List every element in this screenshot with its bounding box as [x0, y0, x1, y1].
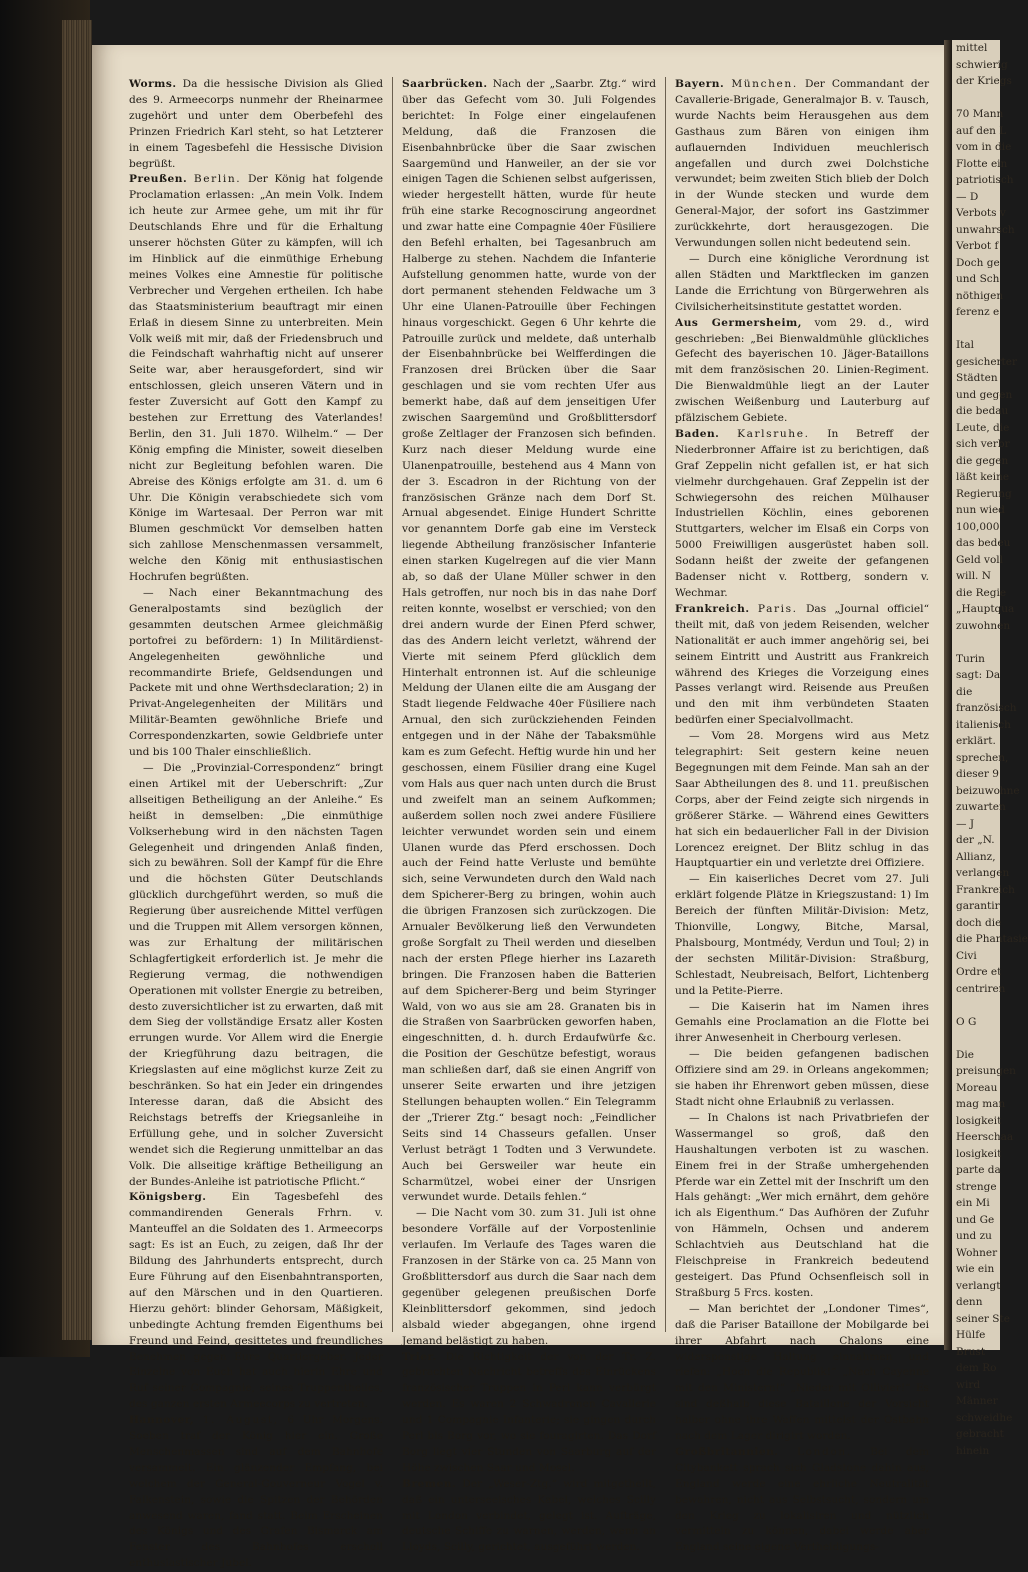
adjacent-page-fragment: wie ein	[956, 1263, 995, 1275]
adjacent-page-fragment: das bedeu	[956, 537, 1011, 549]
article-dateline: Frankreich.	[675, 602, 750, 615]
article-dateline: Baden.	[675, 427, 720, 440]
adjacent-page-fragment: schweidhe	[956, 1411, 1013, 1424]
article-paragraph	[675, 1047, 929, 1111]
article-text: Der Commandant der Cavallerie-Brigade, Generalmajor B. v. Tausch, wurde Nachts beim Herausgehen aus dem Gasthaus zum Bären von einigen ihm auflauernden Individuen meuchlerisch angefallen und durch zwei Dolchstiche verwundet; beim zweiten Stich blieb der Dolch in der Wunde stecken und wurde dem General-Major, der sofort ins Gastzimmer zurückkehrte, dort herausgezogen. Die Verwundungen sollen nicht bedeutend sein.	[675, 78, 930, 250]
adjacent-page-fragment: centriren	[956, 982, 1006, 995]
adjacent-page-fragment	[952, 321, 1000, 338]
article-place: Karlsruhe.	[737, 427, 810, 440]
article-text: — Ein kaiserliches Decret vom 27. Juli erklärt folgende Plätze in Kriegszustand: 1) Im Bereich der fünften Militär-Division: Metz, Thionville, Longwy, Bitche, Marsal, Phalsbourg, Montmédy, Verdun und Toul; 2) in der sechsten Militär-Division: Straßburg, Schlestadt, Neubreisach, Belfort, Lichtenberg und la Petite-Pierre.	[675, 873, 929, 997]
adjacent-page-fragment: Regierung	[956, 487, 1012, 500]
adjacent-page-fragment: zuwarten	[956, 801, 1006, 813]
adjacent-page-fragment: Flotte ein	[956, 157, 1008, 170]
article-paragraph	[675, 1302, 929, 1445]
article-paragraph	[675, 872, 929, 999]
adjacent-page-fragment: Brust	[956, 1345, 986, 1358]
article-text: — Die „Provinzial-Correspondenz“ bringt einen Artikel mit der Ueberschrift: „Zur allseitigen Betheiligung an der Anleihe.“ Es heißt in demselben: „Die einmüthige Volkserhebung wird in den nächsten Tagen Gelegenheit und dringenden Anlaß finden, sich zu bewähren. Soll der Kampf für die Ehre und die höchsten Güter Deutschlands glücklich durchgeführt werden, so muß die Regierung über ausreichende Mittel verfügen und die Truppen mit Allem versorgen können, was zur Erhaltung der militärischen Schlagfertigkeit erforderlich ist. Je mehr die Regierung vermag, die nothwendigen Operationen mit vollster Energie zu betreiben, desto zuversichtlicher ist zu erwarten, daß mit dem Sieg der vollständige Ersatz aller Kosten errungen wurde. Vor Allem wird die Energie der Kriegführung dazu beitragen, die Kriegslasten auf eine möglichst kurze Zeit zu beschränken. So hat ein Jeder ein dringendes Interesse daran, daß die Absicht des Reichstags betreffs der Kriegsanleihe in Erfüllung gehe, und in solcher Zuversicht wendet sich die Regierung unmittelbar an das Volk. Die allseitige kräftige Betheiligung an der Bundes-Anleihe ist patriotische Pflicht.“	[129, 761, 383, 1188]
article-text: In Betreff der Niederbronner Affaire ist zu berichtigen, daß Graf Zeppelin nicht gefallen ist, er hat sich vielmehr durchgehauen. Graf Zeppelin ist der Schwiegersohn des reichen Mülhauser Industriellen Köchlin, eines geborenen Stuttgarters, welcher im Elsaß ein Corps von 5000 Freiwilligen ausgerüstet haben soll. Sodann heißt der zweite der gefangenen Badenser nicht v. Rottberg, sondern v. Wechmar.	[675, 427, 929, 599]
adjacent-page-fragment: die gegen	[956, 454, 1009, 467]
article-paragraph	[129, 1413, 383, 1572]
article-paragraph	[402, 77, 656, 1206]
article-paragraph	[675, 729, 929, 872]
adjacent-page-fragment	[952, 634, 1000, 651]
adjacent-page-fragment: Moreau	[956, 1081, 998, 1094]
adjacent-page-fragment: verlangt	[956, 1279, 1001, 1292]
adjacent-page-fragment: losigkeit	[956, 1114, 1002, 1127]
adjacent-page-fragment: Die	[956, 1048, 974, 1061]
adjacent-page-fragment: — J	[956, 817, 975, 830]
article-place: Paris.	[757, 602, 798, 615]
article-place: London.	[796, 1445, 852, 1458]
adjacent-page-fragment: Männer	[956, 1395, 998, 1407]
adjacent-page-fragment: läßt keine	[956, 471, 1010, 483]
article-place: München.	[731, 78, 798, 90]
adjacent-page-fragment: patriotisch	[956, 174, 1014, 186]
adjacent-page-fragment	[952, 997, 1000, 1014]
adjacent-page-fragment: Ital	[956, 339, 974, 351]
article-dateline: Aus Germersheim,	[675, 316, 802, 329]
adjacent-page-fragment: Civi	[956, 949, 977, 962]
adjacent-page-fragment: die Regie	[956, 586, 1007, 599]
adjacent-page-fragment: — D	[956, 190, 979, 203]
adjacent-page-fragment: der „N.	[956, 834, 995, 846]
adjacent-page-fragment: Frankreich	[956, 883, 1015, 896]
adjacent-page-fragment: Turin	[956, 652, 985, 665]
article-paragraph	[129, 1190, 383, 1413]
adjacent-page-fragment: dieser 9	[956, 768, 999, 780]
article-columns	[120, 77, 938, 1570]
adjacent-page-fragment: Städten	[956, 372, 998, 384]
adjacent-page-fragment: mittel	[956, 42, 988, 54]
adjacent-page-fragment: und zu	[956, 1230, 992, 1242]
article-dateline: Bremen.	[402, 1477, 457, 1490]
adjacent-page-fragment: preisungen	[956, 1065, 1016, 1077]
adjacent-page-fragment: sprechen,	[956, 751, 1009, 764]
adjacent-page-fragment: hinein	[956, 1444, 990, 1457]
article-paragraph	[675, 316, 929, 427]
article-text: — Die beiden gefangenen badischen Offiziere sind am 29. in Orleans angekommen; sie haben ihr Ehrenwort geben müssen, diese Stadt nicht ohne Erlaubniß zu verlassen.	[675, 1048, 929, 1108]
adjacent-page-fragment: gesicherter	[956, 355, 1018, 368]
article-paragraph	[675, 77, 929, 252]
adjacent-page-fragment: Wohner	[956, 1246, 998, 1259]
article-paragraph	[675, 1111, 929, 1302]
adjacent-page-fragment: 100,000	[956, 520, 1000, 533]
adjacent-page-fragment: nun wied	[956, 504, 1005, 516]
article-paragraph	[675, 427, 929, 602]
adjacent-page-fragment: wird	[956, 1378, 981, 1391]
adjacent-page-fragment: Verbots v	[956, 207, 1006, 219]
article-dateline: Hannover,	[129, 1414, 195, 1427]
article-paragraph	[675, 1445, 929, 1556]
article-place: Berlin.	[193, 173, 242, 186]
article-paragraph	[675, 602, 929, 729]
adjacent-page-fragment: sich verbr	[956, 438, 1010, 450]
adjacent-page-fragment: strenge	[956, 1180, 997, 1193]
adjacent-page-fragment: „Hauptqua	[956, 603, 1015, 615]
article-text: — Vom 28. Morgens wird aus Metz telegraphirt: Seit gestern keine neuen Begegnungen mit dem Feinde. Man sah an der Saar Abtheilungen des 8. und 11. preußischen Corps, aber der Feind zeigte sich nirgends in größerer Stärke. — Während eines Gewitters hat sich ein bedauerlicher Fall in der Division Lorencez ereignet. Der Blitz schlug in das Hauptquartier ein und verletzte drei Offiziere.	[675, 730, 929, 870]
adjacent-page-fragment: parte da	[956, 1164, 1001, 1176]
article-text: — In Chalons ist nach Privatbriefen der Wassermangel so groß, daß den Haushaltungen verboten ist zu waschen. Einem frei in der Straße umhergehenden Pferde war ein Zettel mit der Inschrift um den Hals gehängt: „Wer mich ernährt, dem gehöre ich als Eigenthum.“ Das Aufhören der Zufuhr von Hämmeln, Ochsen und anderem Schlachtvieh aus Deutschland hat die Fleischpreise in Frankreich bedeutend gesteigert. Das Pfund Ochsenfleisch soll in Straßburg 5 Frcs. kosten.	[675, 1111, 929, 1299]
adjacent-page-fragment: und gegen	[956, 388, 1013, 401]
newspaper-page	[92, 45, 944, 1570]
adjacent-page-fragment: unwahrsch	[956, 223, 1015, 236]
adjacent-page-fragment: zuwohnen	[956, 619, 1011, 632]
article-dateline: Bayern.	[675, 78, 725, 90]
adjacent-page-fragment: Leute, die	[956, 421, 1010, 434]
adjacent-page-fragment	[952, 90, 1000, 107]
article-text: Bei dem Citybankett sprach sich Gladstone dahin aus, England werde eine ehrliche Neutralität bewahren, nicht aus Selbstsucht, sondern um den Krieg zu lokalisiren und nützlich vermitteln zu können, dabei werde aber England seine eigene Vertheidigungs-	[675, 1445, 929, 1554]
article-dateline: Großbritannien.	[675, 1445, 779, 1458]
adjacent-page-fragment: und Ge	[956, 1213, 995, 1226]
article-paragraph	[129, 761, 383, 1190]
column-right	[666, 77, 938, 1554]
adjacent-page-fragment: die bedau	[956, 405, 1009, 417]
adjacent-page-fragment: Allianz,	[956, 850, 996, 863]
article-text: Der „Weser-Ztg.“ wird mitgetheilt, daß ein unterseeisches Kabel, welches Scilly mit London verbindet, gelegt ist. Aufträge, deutsche Schiffe zu warnen, werden, wenn an Lloyds, Scilly, gerichtet, ausgeführt werden.	[402, 1477, 656, 1554]
article-dateline: Trier.	[402, 1350, 437, 1363]
adjacent-page-fragment: ein Mi	[956, 1197, 990, 1209]
adjacent-page-fragment: Hülfe	[956, 1329, 986, 1341]
article-place: 1. August,	[202, 1414, 279, 1427]
adjacent-page-fragment: schwierig	[956, 58, 1008, 71]
adjacent-page-fragment: Ordre et	[956, 966, 1002, 978]
adjacent-page-fragment: 70 Mann	[956, 108, 1004, 120]
adjacent-page-fragment: die Phantasie	[956, 933, 1028, 945]
article-text: 6 Uhr Morgens. Soeben traf der König hier ein. Große Menschenmassen sind auf dem Bahnhofe versammelt. Ein glänzender Empfang, bei welchem der General-Gouverneur Vogel v. Falkenstein, sowie die Spitzen der Behörden anwesend waren, fand statt. Beim Erscheinen des Königs und des Grafen Bismarck am Fenster des Bahnhofes erscholl enthusiastischer Jubel.	[129, 1414, 383, 1570]
adjacent-page-fragment: nöthigen	[956, 289, 1004, 302]
adjacent-page-fragment: doch die	[956, 916, 1002, 929]
article-paragraph	[402, 1477, 656, 1557]
adjacent-page-fragment	[952, 1030, 1000, 1047]
adjacent-page-fragment: beizuwohne	[956, 784, 1020, 797]
adjacent-page-fragment: O G	[956, 1015, 977, 1028]
adjacent-page-fragment: und Sch	[956, 273, 1000, 285]
article-text: — Die Kaiserin hat im Namen ihres Gemahls eine Proclamation an die Flotte bei ihrer Anwesenheit in Cherbourg verlesen.	[675, 1000, 929, 1045]
column-middle	[393, 77, 666, 1554]
article-text: Nach der „Saarbr. Ztg.“ wird über das Gefecht vom 30. Juli Folgendes berichtet: In Folge einer eingelaufenen Meldung, daß die Franzosen die Eisenbahnbrücke über die Saar zwischen Saargemünd und Hanweiler, an der sie vor einigen Tagen die Schienen selbst aufgerissen, wieder hergestellt hätten, wurde für heute früh eine starke Recognoscirung angeordnet und zwar hatte eine Compagnie 40er Füsiliere den Befehl erhalten, bei Tagesanbruch am Halberge zu stehen. Nachdem die Infanterie Aufstellung genommen hatte, wurde von der dort permanent stehenden Feldwache um 3 Uhr eine Ulanen-Patrouille über Fechingen hinaus vorgeschickt. Gegen 6 Uhr kehrte die Patrouille zurück und meldete, daß unterhalb der Eisenbahnbrücke bei Welfferdingen die Franzosen drei Brücken über die Saar geschlagen und sie vom rechten Ufer aus bemerkt habe, daß auf dem jenseitigen Ufer zwischen Saargemünd und Großblittersdorf große Zeltlager der Franzosen sich befinden. Kurz nach dieser Meldung wurde eine Ulanenpatrouille, bestehend aus 4 Mann von der 3. Escadron in der Richtung von der französischen Gränze nach dem Dorf St. Arnual abgesendet. Einige Hundert Schritte vor genanntem Dorfe gab eine im Versteck liegende Abtheilung französischer Infanterie einen starken Kugelregen auf die vier Mann ab, so daß der Ulane Müller schwer in den Hals getroffen, nur noch bis in das nahe Dorf reiten konnte, woselbst er verschied; von den drei andern wurde der Einen Pferd schwer, das des Andern leicht verletzt, während der Vierte mit seinem Pferd glücklich dem Hinterhalt entronnen ist. Auf die schleunige Meldung der Ulanen eilte die am Ausgang der Stadt liegende Feldwache 40er Füsiliere nach Arnual, den sich zurückziehenden Feinden entgegen und in der Nähe der Tabaksmühle kam es zum Gefecht. Heftig wurde hin und her geschossen, einem Füsilier drang eine Kugel vom Hals aus quer nach unten durch die Brust und zweifelt man an seinem Aufkommen; außerdem sollen noch zwei andere Füsiliere leichter verwundet worden sein und einem Ulanen wurde das Pferd erschossen. Doch auch der Feind hatte Verluste und bemühte sich, seine Verwundeten durch den Wald nach dem Spicherer-Berg zu bringen, wohin auch die übrigen Franzosen sich zurückzogen. Die Arnualer Bevölkerung ließ den Verwundeten große Sorgfalt zu Theil werden und dieselben nach der ersten Pflege hierher ins Lazareth bringen. Die Franzosen haben die Batterien auf dem Spicherer-Berg und beim Styringer Wald, von wo aus sie am 28. Granaten bis in die Straßen von Saarbrücken geworfen haben, eingeschnitten, d. h. durch Erdaufwürfe &c. die Position der Geschütze befestigt, woraus man schließen darf, daß sie einen Angriff von unserer Seite erwarten und ihre jetzigen Stellungen behaupten wollen.“ Ein Telegramm der „Trierer Ztg.“ besagt noch: „Feindlicher Seits sind 14 Chasseurs gefallen. Unser Verlust beträgt 1 Todten und 3 Verwundete. Auch bei Gersweiler war heute ein Scharmützel, wobei einer der Unsrigen verwundet wurde. Details fehlen.“	[402, 78, 656, 1204]
adjacent-page-fragment: dem Ro	[956, 1362, 997, 1374]
article-dateline: Königsberg.	[129, 1191, 207, 1204]
adjacent-page-fragment: verlangen	[956, 867, 1010, 879]
adjacent-page-fragment: ferenz e	[956, 306, 1000, 318]
article-text: — Die Nacht vom 30. zum 31. Juli ist ohne besondere Vorfälle auf der Vorpostenlinie verlaufen. Im Verlaufe des Tages waren die Franzosen in der Stärke von ca. 25 Mann von Großblittersdorf aus durch die Saar nach dem gegenüber gelegenen preußischen Dorfe Kleinblittersdorf gekommen, sind jedoch alsbald wieder abgegangen, ohne irgend Jemand belästigt zu haben.	[402, 1207, 656, 1347]
article-text: Da die hessische Division als Glied des 9. Armeecorps nunmehr der Rheinarmee zugehört und unter dem Oberbefehl des Prinzen Friedrich Karl steht, so hat Letzterer in einem Tagesbefehl die Hessische Division begrüßt.	[129, 78, 383, 170]
adjacent-page-fragment: sagt: Da	[956, 669, 1001, 681]
article-text: — Nach einer Bekanntmachung des Generalpostamts sind bezüglich der gesammten deutschen Armee gleichmäßig portofrei zu befördern: 1) In Militärdienst-Angelegenheiten gewöhnliche und recommandirte Briefe, Geldsendungen und Packete mit und ohne Werthsdeclaration; 2) in Privat-Angelegenheiten der Militärs und Militär-Beamten gewöhnliche Briefe und Correspondenzkarten, sowie Geldbriefe unter und bis 100 Thaler einschließlich.	[129, 587, 383, 759]
adjacent-page-fragment: losigkeit	[956, 1147, 1002, 1160]
article-paragraph	[129, 172, 383, 586]
article-text: Die Richtigkeit der von der Tr. Z. gebrachten Nachricht betreffs des Einrückens französischer Truppen in Perl kann verbürgt werden. Es waren 2 Schwadronen Cavallerie und 1 Compagnie Infanterie; sie gingen durch Perl bis Borg vor, wo sie fouragirten. Das Dorf Borg liegt vier Stunden von Saarburg auf der Höhe zwischen Saar und Mosel.	[402, 1350, 656, 1474]
adjacent-page-fragment: französisch	[956, 702, 1017, 714]
adjacent-page-fragment: mag man	[956, 1098, 1006, 1110]
article-text: — Man berichtet der „Londoner Times“, daß die Pariser Bataillone der Mobilgarde bei ihrer Abfahrt nach Chalons eine widerspenstige Haltung einnahmen und riefen: „Hoch die Republik!“ „Nach Cayenne mit den Ministern!“ „Nieder mit Ollivier!“ Es sind deßhalb diese Bataillone der Vorsicht halber ohne ihre Waffen mittelst der Ostbahn nach dem Lager dirigirt worden.	[675, 1302, 929, 1443]
article-text: Das „Journal officiel“ theilt mit, daß von jedem Reisenden, welcher Nationalität er auch immer angehörig sei, bei seinem Eintritt und Austritt aus Frankreich während des Krieges die Vorzeigung eines Passes verlangt wird. Reisende aus Preußen und den mit ihm verbündeten Staaten bedürfen einer Specialvollmacht.	[675, 602, 929, 727]
article-paragraph	[402, 1350, 656, 1477]
adjacent-page-fragment: seiner Ste	[956, 1312, 1010, 1325]
article-paragraph	[129, 77, 383, 172]
adjacent-page-fragment: Verbot f	[956, 240, 999, 252]
article-dateline: Worms.	[129, 78, 177, 90]
adjacent-page-fragment: Heerschaa	[956, 1131, 1014, 1143]
article-text: Ein Tagesbefehl des commandirenden Generals Frhrn. v. Manteuffel an die Soldaten des 1. Armeecorps sagt: Es ist an Euch, zu zeigen, daß Ihr der Bildung des Jahrhunderts entsprecht, durch Eure Führung auf den Eisenbahntransporten, auf den Märschen und in den Quartieren. Hierzu gehört: blinder Gehorsam, Mäßigkeit, unbedingte Achtung fremden Eigenthums bei Freund und Feind, gesittetes und freundliches Benehmen gegen Eure Quartiergeber. Jeder Einzelne von Euch hat auch hierin Ehre und Ruf seiner Compagnie, seines Truppentheiles, des ganzen ersten Armeecorps zu vertreten.	[129, 1191, 383, 1411]
article-text: Der König hat folgende Proclamation erlassen: „An mein Volk. Indem ich heute zur Armee gehe, um mit ihr für Deutschlands Ehre und für die Erhaltung unserer höchsten Güter zu kämpfen, will ich im Hinblick auf die einmüthige Erhebung meines Volkes eine Amnestie für politische Verbrecher und Vergehen ertheilen. Ich habe das Staatsministerium beauftragt mir einen Erlaß in diesem Sinne zu unterbreiten. Mein Volk weiß mit mir, daß der Friedensbruch und die Feindschaft wahrhaftig nicht auf unserer Seite war, aber herausgefordert, sind wir entschlossen, gleich unseren Vätern und in fester Zuversicht auf Gott den Kampf zu bestehen zur Errettung des Vaterlandes! Berlin, den 31. Juli 1870. Wilhelm.“ — Der König empfing die Minister, soweit dieselben nicht zur Begleitung befohlen waren. Die Abreise des Königs erfolgte am 31. d. um 6 Uhr. Die Königin verabschiedete sich vom Könige im Wartesaal. Der Perron war mit Blumen geschmückt Vor demselben hatten sich zahllose Menschenmassen versammelt, welche den König mit enthusiastischen Hochrufen begrüßten.	[129, 173, 384, 584]
article-paragraph	[129, 586, 383, 761]
adjacent-page-edge	[952, 40, 1028, 1457]
adjacent-page-fragment: der Kriegs	[956, 75, 1012, 87]
adjacent-page-fragment: gebracht	[956, 1428, 1004, 1440]
adjacent-page-fragment: erklärt.	[956, 735, 996, 747]
article-text: — Durch eine königliche Verordnung ist allen Städten und Marktflecken im ganzen Lande die Errichtung von Bürgerwehren als Civilsicherheitsinstitute gestattet worden.	[675, 252, 929, 313]
adjacent-page-fragment: denn	[956, 1296, 983, 1308]
adjacent-page-fragment: vom in die	[956, 141, 1012, 153]
adjacent-page-fragment: garantir	[956, 900, 1000, 912]
article-dateline: Saarbrücken.	[402, 78, 488, 90]
page-stack-edge	[62, 20, 92, 1340]
adjacent-page-fragment: die	[956, 685, 973, 698]
column-left	[120, 77, 393, 1570]
article-paragraph	[402, 1206, 656, 1349]
adjacent-page-fragment: Doch ge	[956, 256, 1000, 269]
adjacent-page-fragment: Geld voll	[956, 553, 1003, 566]
article-dateline: Preußen.	[129, 173, 188, 186]
article-text: vom 29. d., wird geschrieben: „Bei Bienwaldmühle glückliches Gefecht des bayerischen 10. Jäger-Bataillons mit dem französischen 20. Linien-Regiment. Die Bienwaldmühle liegt an der Lauter zwischen Weißenburg und Lauterburg auf pfälzischem Gebiete.	[675, 316, 929, 425]
article-paragraph	[675, 252, 929, 316]
adjacent-page-fragment: italienisch	[956, 718, 1011, 731]
article-paragraph	[675, 1000, 929, 1048]
adjacent-page-fragment: auf den L	[956, 124, 1007, 137]
page-fold-shadow	[944, 40, 952, 1350]
adjacent-page-fragment: will. N	[956, 570, 991, 582]
